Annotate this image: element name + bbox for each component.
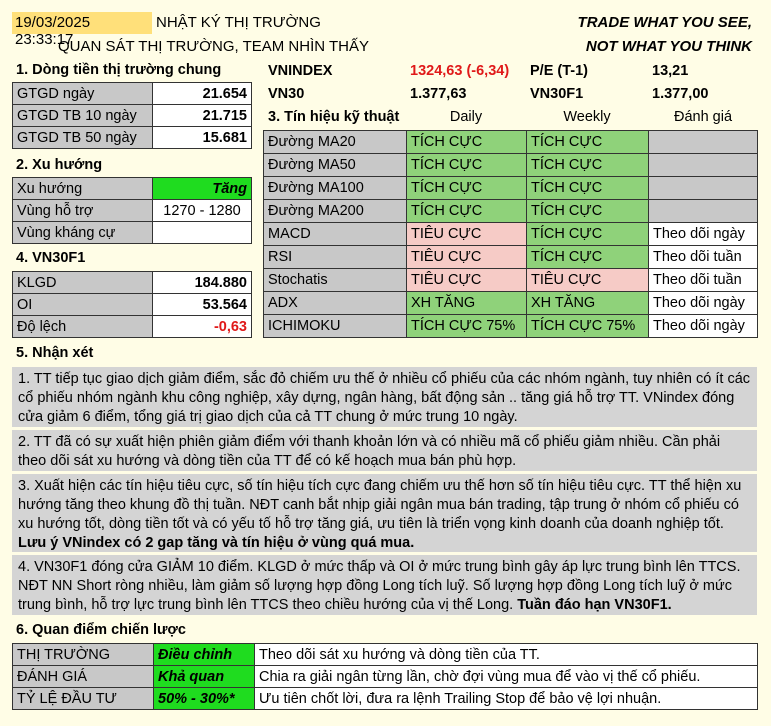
table-row (264, 315, 758, 338)
signal-eval: Theo dõi tuần (649, 269, 758, 292)
signal-table (263, 130, 758, 338)
signal-eval (649, 131, 758, 154)
signal-daily: TIÊU CỰC (407, 246, 527, 269)
strategy-label: ĐÁNH GIÁ (13, 666, 154, 688)
table-row (264, 154, 758, 177)
table-row (13, 83, 252, 105)
signal-weekly: TÍCH CỰC (527, 200, 649, 223)
strategy-text: Chia ra giải ngân từng lần, chờ đợi vùng mua để vào vị thế cổ phiếu. (255, 666, 758, 688)
resistance-label: Vùng kháng cự (13, 222, 153, 244)
section5-title: 5. Nhận xét (16, 345, 94, 361)
support-label: Vùng hỗ trợ (13, 200, 153, 222)
signal-daily: TÍCH CỰC (407, 177, 527, 200)
pe-label: P/E (T-1) (530, 63, 589, 79)
row-label: OI (13, 294, 153, 316)
row-value: -0,63 (153, 316, 252, 338)
signal-name: RSI (264, 246, 407, 269)
signal-weekly: TÍCH CỰC (527, 131, 649, 154)
col-weekly: Weekly (563, 109, 611, 125)
note-3-bold: Lưu ý VNindex có 2 gap tăng và tín hiệu ở vùng quá mua. (18, 535, 415, 551)
table-row (13, 127, 252, 149)
report-subtitle: QUAN SÁT THỊ TRƯỜNG, TEAM NHÌN THẤY (58, 38, 369, 55)
signal-weekly: TÍCH CỰC (527, 177, 649, 200)
table-row (13, 272, 252, 294)
row-value: 21.715 (153, 105, 252, 127)
strategy-label: THỊ TRƯỜNG (13, 644, 154, 666)
table-row (13, 200, 252, 222)
signal-daily: TIÊU CỰC (407, 269, 527, 292)
signal-eval (649, 177, 758, 200)
report-title: NHẬT KÝ THỊ TRƯỜNG (156, 14, 321, 31)
vn30f1-label: VN30F1 (530, 86, 584, 102)
strategy-text: Theo dõi sát xu hướng và dòng tiền của TT. (255, 644, 758, 666)
table-row (264, 269, 758, 292)
table-row (13, 178, 252, 200)
signal-name: MACD (264, 223, 407, 246)
report-datetime: 19/03/2025 23:33:17 (12, 12, 152, 34)
table-row (13, 666, 758, 688)
row-label: GTGD TB 50 ngày (13, 127, 153, 149)
signal-eval: Theo dõi ngày (649, 223, 758, 246)
trend-value: Tăng (153, 178, 252, 200)
note-4-bold: Tuần đáo hạn VN30F1. (517, 597, 672, 613)
table-row (264, 131, 758, 154)
signal-daily: TÍCH CỰC (407, 131, 527, 154)
strategy-text: Ưu tiên chốt lời, đưa ra lệnh Trailing Stop để bảo vệ lợi nhuận. (255, 688, 758, 710)
signal-daily: XH TĂNG (407, 292, 527, 315)
vn30-label: VN30 (268, 86, 305, 102)
signal-name: ADX (264, 292, 407, 315)
resistance-value (153, 222, 252, 244)
note-4-text: 4. VN30F1 đóng cửa GIẢM 10 điểm. KLGD ở mức thấp và OI ở mức trung bình gây áp lực trung bình lên TTCS. NĐT NN Short ròng nhiều, làm giảm số lượng hợp đồng Long tích luỹ. Số lượng hợp đồng Long tích luỹ ở mức trung bình, hỗ trợ lực trung bình lên TTCS theo chiều hướng của vị thế Long. (18, 559, 741, 613)
cashflow-table (12, 82, 252, 149)
signal-daily: TÍCH CỰC (407, 200, 527, 223)
signal-daily: TÍCH CỰC (407, 154, 527, 177)
signal-weekly: XH TĂNG (527, 292, 649, 315)
signal-name: Đường MA100 (264, 177, 407, 200)
signal-name: Đường MA200 (264, 200, 407, 223)
strategy-value: Khả quan (154, 666, 255, 688)
row-label: KLGD (13, 272, 153, 294)
vnindex-label: VNINDEX (268, 63, 333, 79)
trend-label: Xu hướng (13, 178, 153, 200)
signal-name: Đường MA50 (264, 154, 407, 177)
col-eval: Đánh giá (673, 109, 733, 125)
signal-daily: TÍCH CỰC 75% (407, 315, 527, 338)
table-row (264, 223, 758, 246)
section2-title: 2. Xu hướng (16, 157, 103, 173)
note-1: 1. TT tiếp tục giao dịch giảm điểm, sắc đỏ chiếm ưu thế ở nhiều cổ phiếu của các nhóm ngành, tuy nhiên có ít các cổ phiếu nhóm ngành khu công nghiệp, xây dựng, ngân hàng, bất động sản .. tăng giá hỗ trợ TT. VNindex đóng cửa giảm 6 điểm, tổng giá trị giao dịch của cả TT chung ở mức trung 10 ngày. (12, 367, 757, 427)
note-2: 2. TT đã có sự xuất hiện phiên giảm điểm với thanh khoản lớn và có nhiều mã cổ phiếu giảm nhiều. Cần phải theo dõi sát xu hướng và dòng tiền của TT để có kế hoạch mua bán phù hợp. (12, 430, 757, 471)
note-3 (12, 474, 757, 552)
signal-weekly: TÍCH CỰC (527, 246, 649, 269)
table-row (264, 292, 758, 315)
table-row (264, 177, 758, 200)
strategy-value: 50% - 30%* (154, 688, 255, 710)
signal-name: ICHIMOKU (264, 315, 407, 338)
col-daily: Daily (449, 109, 483, 125)
signal-eval (649, 200, 758, 223)
signal-weekly: TÍCH CỰC (527, 223, 649, 246)
row-value: 184.880 (153, 272, 252, 294)
signal-daily: TIÊU CỰC (407, 223, 527, 246)
signal-eval: Theo dõi ngày (649, 315, 758, 338)
signal-weekly: TIÊU CỰC (527, 269, 649, 292)
signal-eval: Theo dõi ngày (649, 292, 758, 315)
table-row (13, 105, 252, 127)
signal-name: Đường MA20 (264, 131, 407, 154)
slogan-line1: TRADE WHAT YOU SEE, (577, 14, 752, 31)
note-3-text: 3. Xuất hiện các tín hiệu tiêu cực, số tín hiệu tích cực đang chiếm ưu thế hơn số tín hiệu tiêu cực. TT thể hiện xu hướng tăng theo khung đồ thị tuần. NĐT canh bắt nhịp giải ngân mua bán trading, tập trung ở nhóm cổ phiếu có xu hướng tốt, dòng tiền tốt và có yếu tố hỗ trợ tăng giá, ưu tiên là triển vọng kinh doanh của doanh nghiệp tốt. (18, 478, 742, 532)
section3-title: 3. Tín hiệu kỹ thuật (268, 109, 400, 125)
table-row (264, 200, 758, 223)
table-row (264, 246, 758, 269)
section6-title: 6. Quan điểm chiến lược (16, 622, 186, 638)
section4-title: 4. VN30F1 (16, 250, 86, 266)
pe-value: 13,21 (652, 63, 689, 79)
strategy-table (12, 643, 758, 710)
note-4 (12, 555, 757, 615)
table-row (13, 294, 252, 316)
vn30f1-value: 1.377,00 (652, 86, 709, 102)
row-value: 21.654 (153, 83, 252, 105)
signal-weekly: TÍCH CỰC (527, 154, 649, 177)
signal-eval: Theo dõi tuần (649, 246, 758, 269)
slogan-line2: NOT WHAT YOU THINK (585, 38, 752, 55)
row-label: Độ lệch (13, 316, 153, 338)
trend-table (12, 177, 252, 244)
vn30-value: 1.377,63 (410, 86, 467, 102)
row-value: 15.681 (153, 127, 252, 149)
table-row (13, 688, 758, 710)
table-row (13, 316, 252, 338)
signal-weekly: TÍCH CỰC 75% (527, 315, 649, 338)
signal-name: Stochatis (264, 269, 407, 292)
row-label: GTGD TB 10 ngày (13, 105, 153, 127)
strategy-label: TỶ LỆ ĐẦU TƯ (13, 688, 154, 710)
table-row (13, 222, 252, 244)
row-value: 53.564 (153, 294, 252, 316)
vnindex-value: 1324,63 (-6,34) (410, 63, 510, 79)
signal-eval (649, 154, 758, 177)
row-label: GTGD ngày (13, 83, 153, 105)
support-value: 1270 - 1280 (153, 200, 252, 222)
vn30f1-table (12, 271, 252, 338)
table-row (13, 644, 758, 666)
strategy-value: Điều chỉnh (154, 644, 255, 666)
section1-title: 1. Dòng tiền thị trường chung (16, 62, 222, 78)
